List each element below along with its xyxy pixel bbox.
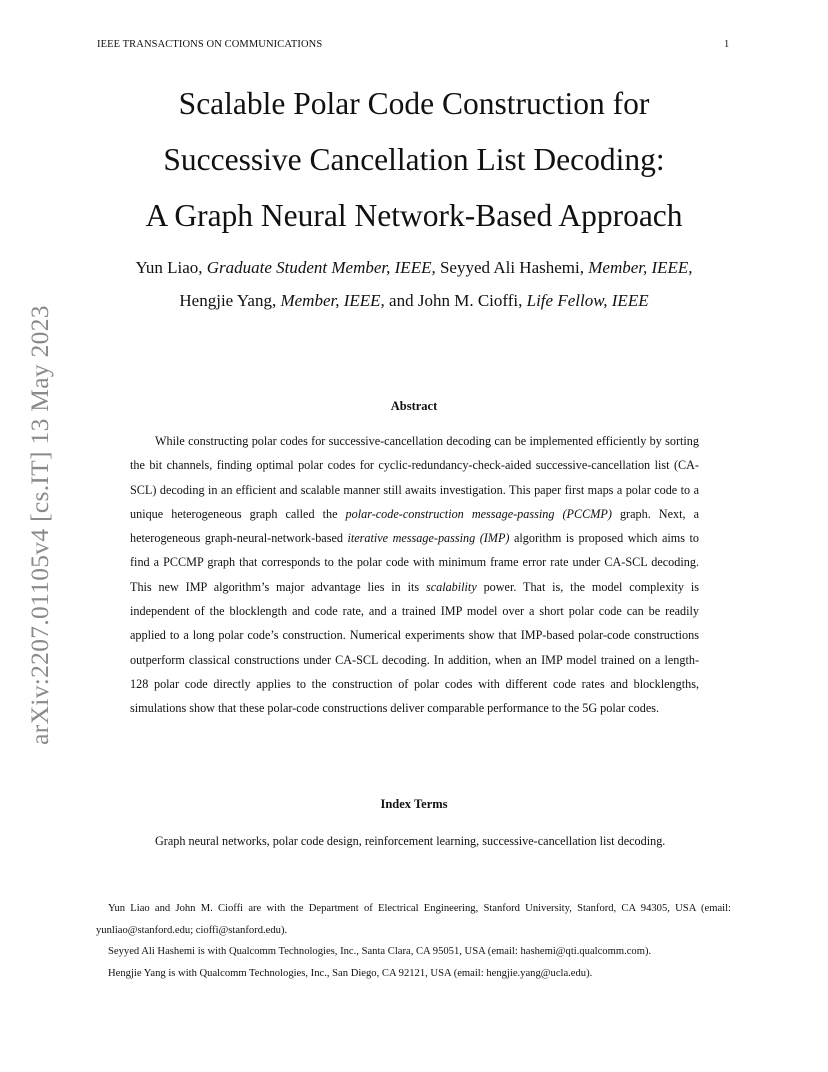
footnotes	[96, 898, 731, 984]
author-role: Member, IEEE,	[588, 258, 693, 277]
footnote-text: Hengjie Yang is with Qualcomm Technologies, Inc., San Diego, CA 92121, USA (email: hengjie.yang@ucla.edu).	[108, 967, 593, 979]
abstract-text: power. That is, the model complexity is independent of the blocklength and code rate, and a trained IMP model over a short polar code can be readily applied to a long polar code’s construction. Numerical experiments show that IMP-based polar-code constructions outperform classical constructions under CA-SCL decoding. In addition, when an IMP model trained on a length-128 polar code directly applies to the construction of polar codes with different code rates and blocklengths, simulations show that these polar-code constructions deliver comparable performance to the 5G polar codes.	[130, 579, 699, 716]
author-name: and John M. Cioffi,	[384, 291, 527, 310]
author-role: Graduate Student Member, IEEE,	[206, 258, 436, 277]
author-line	[0, 284, 828, 317]
paper-title	[0, 76, 828, 244]
author-list	[0, 251, 828, 317]
footnote-text: Yun Liao and John M. Cioffi are with the Department of Electrical Engineering, Stanford University, Stanford, CA 94305, USA (email: yunliao@stanford.edu; cioffi@stanford.edu).	[96, 903, 731, 936]
author-role: Life Fellow, IEEE	[526, 291, 649, 310]
title-line: Successive Cancellation List Decoding:	[163, 142, 665, 177]
running-header: IEEE TRANSACTIONS ON COMMUNICATIONS	[97, 39, 323, 50]
title-line: Scalable Polar Code Construction for	[178, 86, 650, 121]
abstract-text: While constructing polar codes for successive-cancellation decoding can be implemented efficiently by sorting the bit channels, finding optimal polar codes for cyclic-redundancy-check-aided successive-cancellation list (CA-SCL) decoding in an efficient and scalable manner still awaits investigation. This paper first maps a polar code to a unique heterogeneous graph called the	[130, 434, 699, 521]
author-role: Member, IEEE,	[280, 291, 385, 310]
arxiv-identifier: arXiv:2207.01105v4 [cs.IT] 13 May 2023	[25, 305, 54, 745]
index-terms-heading: Index Terms	[380, 797, 448, 811]
footnote-text: Seyyed Ali Hashemi is with Qualcomm Technologies, Inc., Santa Clara, CA 95051, USA (email: hashemi@qti.qualcomm.com).	[108, 946, 652, 957]
footnote	[96, 941, 731, 963]
abstract-emphasis: polar-code-construction message-passing (PCCMP)	[345, 506, 612, 521]
abstract-emphasis: scalability	[425, 579, 477, 594]
abstract-text: algorithm is proposed which aims to find a PCCMP graph that corresponds to the polar code with minimum frame error rate under CA-SCL decoding. This new IMP algorithm’s major advantage lies in its	[130, 531, 699, 594]
footnote	[96, 898, 731, 941]
page-number: 1	[724, 39, 730, 50]
abstract-heading: Abstract	[390, 399, 438, 413]
title-line: A Graph Neural Network-Based Approach	[145, 198, 683, 233]
author-line	[0, 251, 828, 284]
author-name: Yun Liao,	[135, 258, 207, 277]
author-name: Seyyed Ali Hashemi,	[435, 258, 589, 277]
index-terms-body: Graph neural networks, polar code design, reinforcement learning, successive-cancellation list decoding.	[155, 834, 666, 848]
abstract-body	[130, 429, 699, 721]
abstract-text: graph. Next, a heterogeneous graph-neural-network-based	[130, 506, 699, 546]
abstract-emphasis: iterative message-passing (IMP)	[347, 531, 510, 546]
footnote	[96, 963, 731, 985]
author-name: Hengjie Yang,	[179, 291, 281, 310]
